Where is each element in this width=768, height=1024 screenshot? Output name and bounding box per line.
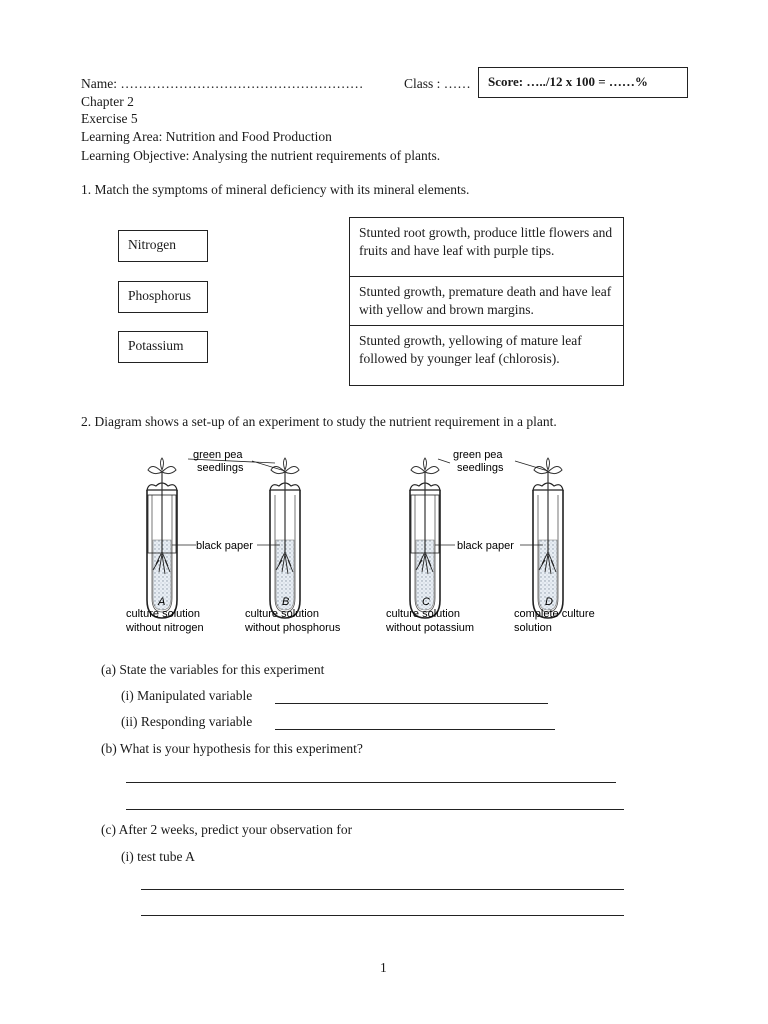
name-field: Name: ……………………………………………… bbox=[81, 76, 364, 91]
answer-line-2b[interactable] bbox=[126, 809, 624, 810]
tube-caption-d: complete culture bbox=[514, 608, 595, 620]
answer-line-2c-i[interactable] bbox=[141, 915, 624, 916]
tube-caption-b: culture solution bbox=[245, 608, 319, 620]
answer-line-2b[interactable] bbox=[126, 782, 616, 783]
answer-line-2a-i[interactable] bbox=[275, 703, 548, 704]
symptom-1[interactable]: Stunted root growth, produce little flowers and fruits and have leaf with purple tips. bbox=[359, 225, 613, 258]
question-2b: (b) What is your hypothesis for this experiment? bbox=[101, 741, 363, 756]
question-2a: (a) State the variables for this experiment bbox=[101, 662, 325, 677]
test-tube-a bbox=[147, 458, 177, 618]
symptom-table bbox=[349, 217, 624, 386]
chapter-label: Chapter 2 bbox=[81, 94, 134, 109]
page-number: 1 bbox=[380, 960, 387, 975]
mineral-box-nitrogen[interactable]: Nitrogen bbox=[118, 230, 208, 262]
leader-line bbox=[438, 459, 450, 463]
seedlings-label-2: seedlings bbox=[197, 462, 244, 474]
question-1: 1. Match the symptoms of mineral deficiency with its mineral elements. bbox=[81, 182, 470, 197]
test-tube-b bbox=[270, 458, 300, 618]
symptom-2[interactable]: Stunted growth, premature death and have leaf with yellow and brown margins. bbox=[359, 284, 612, 317]
question-2c-i: (i) test tube A bbox=[121, 849, 195, 864]
symptom-3[interactable]: Stunted growth, yellowing of mature leaf followed by younger leaf (chlorosis). bbox=[359, 333, 582, 366]
question-2c: (c) After 2 weeks, predict your observation for bbox=[101, 822, 353, 837]
class-field: Class : …… bbox=[404, 76, 471, 91]
experiment-diagram bbox=[120, 445, 610, 640]
tube-caption-c: culture solution bbox=[386, 608, 460, 620]
score-box: Score: …../12 x 100 = ……% bbox=[478, 67, 688, 98]
black-paper-label: black paper bbox=[196, 540, 253, 552]
mineral-box-phosphorus[interactable]: Phosphorus bbox=[118, 281, 208, 313]
learning-area: Learning Area: Nutrition and Food Production bbox=[81, 129, 332, 144]
mineral-box-potassium[interactable]: Potassium bbox=[118, 331, 208, 363]
tube-caption-a: without nitrogen bbox=[126, 622, 204, 634]
question-2a-ii: (ii) Responding variable bbox=[121, 714, 253, 729]
tube-letter-a: A bbox=[158, 596, 166, 608]
question-2a-i: (i) Manipulated variable bbox=[121, 688, 253, 703]
tube-letter-b: B bbox=[282, 596, 290, 608]
experiment-diagram-svg bbox=[120, 445, 610, 640]
test-tube-c bbox=[410, 458, 440, 618]
leader-line bbox=[515, 461, 548, 471]
seedlings-label-1: green pea bbox=[193, 449, 243, 461]
seedlings-label-2: seedlings bbox=[457, 462, 504, 474]
seedlings-label-1: green pea bbox=[453, 449, 503, 461]
tube-caption-b: without phosphorus bbox=[245, 622, 341, 634]
question-2: 2. Diagram shows a set-up of an experiment to study the nutrient requirement in a plant. bbox=[81, 414, 557, 429]
answer-line-2c-i[interactable] bbox=[141, 889, 624, 890]
tube-letter-d: D bbox=[545, 596, 553, 608]
tube-caption-d: solution bbox=[514, 622, 552, 634]
black-paper-label: black paper bbox=[457, 540, 514, 552]
tube-caption-c: without potassium bbox=[386, 622, 475, 634]
answer-line-2a-ii[interactable] bbox=[275, 729, 555, 730]
test-tube-d bbox=[533, 458, 563, 618]
tube-caption-a: culture solution bbox=[126, 608, 200, 620]
tube-letter-c: C bbox=[422, 596, 430, 608]
learning-objective: Learning Objective: Analysing the nutrient requirements of plants. bbox=[81, 148, 441, 163]
exercise-label: Exercise 5 bbox=[81, 111, 138, 126]
